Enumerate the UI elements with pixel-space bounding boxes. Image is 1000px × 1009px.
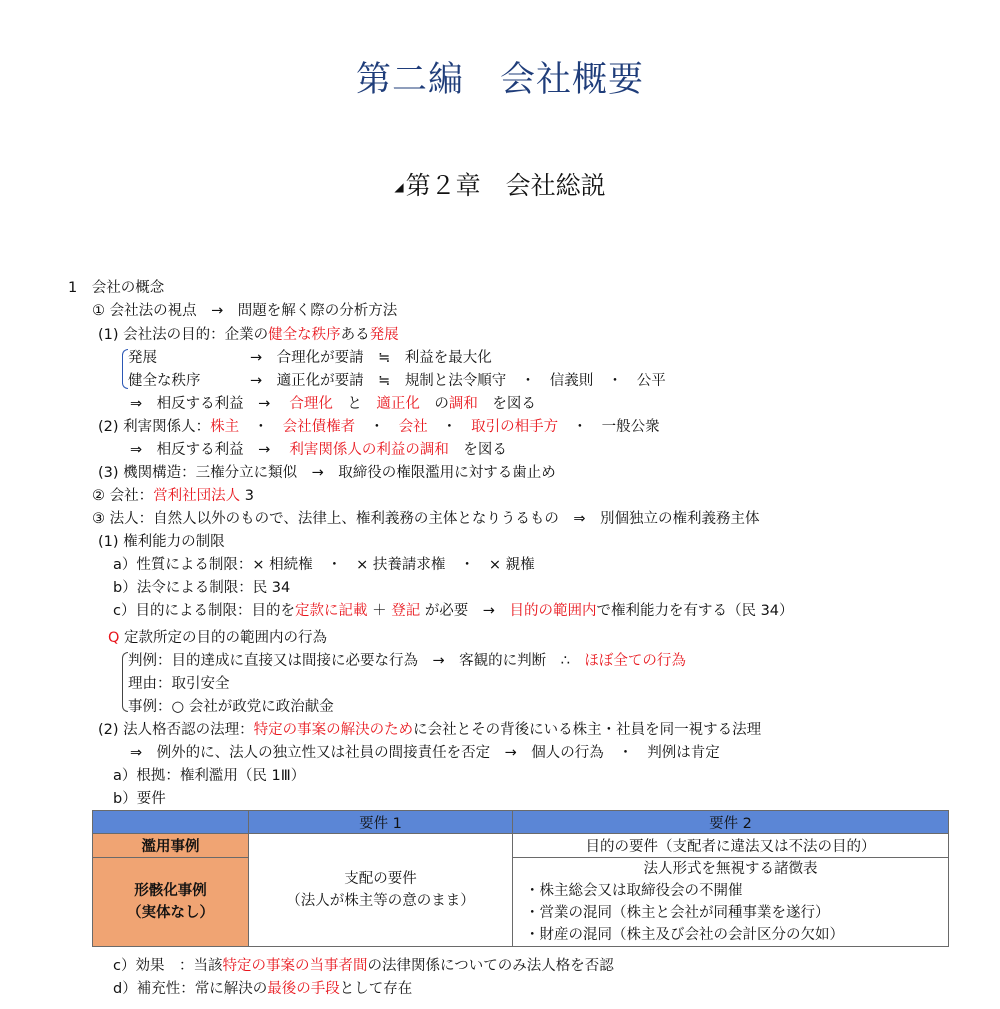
- line: ② 会社：営利社団法人 3: [92, 488, 254, 504]
- line: 事例：○ 会社が政党に政治献金: [128, 699, 334, 715]
- line: ③ 法人：自然人以外のもので、法律上、権利義務の主体となりうるもの ⇒ 別個独立の権利義務主体: [92, 511, 760, 527]
- line: c）目的による制限：目的を定款に記載 ＋ 登記 が必要 → 目的の範囲内で権利能力を有する（民 34）: [113, 603, 794, 619]
- line: (3) 機関構造：三権分立に類似 → 取締役の権限濫用に対する歯止め: [98, 465, 556, 481]
- chapter-title: 第２章 会社総説: [405, 171, 606, 200]
- line: a）根拠：権利濫用（民 1Ⅲ）: [113, 768, 306, 784]
- line: ⇒ 相反する利益 → 利害関係人の利益の調和 を図る: [130, 442, 507, 458]
- line: ⇒ 相反する利益 → 合理化 と 適正化 の調和 を図る: [130, 396, 536, 412]
- page-title: 第二編 会社概要: [355, 60, 644, 100]
- line: 理由：取引安全: [128, 676, 230, 692]
- line: ⇒ 例外的に、法人の独立性又は社員の間接責任を否定 → 個人の行為 ・ 判例は肯定: [130, 745, 720, 761]
- line: → 合理化が要請 ≒ 利益を最大化: [250, 350, 492, 366]
- line: a）性質による制限：× 相続権 ・ × 扶養請求権 ・ × 親権: [113, 557, 535, 573]
- line: 発展: [128, 350, 157, 366]
- table-header: 要件 1: [249, 811, 513, 834]
- line: c）効果 ：当該特定の事案の当事者間の法律関係についてのみ法人格を否認: [113, 958, 614, 974]
- line: 健全な秩序: [128, 373, 201, 389]
- row-label: 濫用事例: [93, 834, 249, 858]
- line: (1) 権利能力の制限: [98, 534, 225, 550]
- section-heading: 1 会社の概念: [68, 280, 165, 296]
- row-label: 形骸化事例 （実体なし）: [93, 858, 249, 947]
- list-item: ・株主総会又は取締役会の不開催: [525, 883, 743, 899]
- requirement-2-cell: 目的の要件（支配者に違法又は不法の目的）: [513, 834, 949, 858]
- requirement-2-cell: 法人形式を無視する諸徴表 ・株主総会又は取締役会の不開催 ・営業の混同（株主と会社が同種事業を遂行） ・財産の混同（株主及び会社の会計区分の欠如）: [513, 858, 949, 947]
- line: d）補充性：常に解決の最後の手段として存在: [113, 981, 413, 997]
- table-header: 要件 2: [513, 811, 949, 834]
- line: (2) 法人格否認の法理：特定の事案の解決のために会社とその背後にいる株主・社員を同一視する法理: [98, 722, 762, 738]
- line: 判例：目的達成に直接又は間接に必要な行為 → 客観的に判断 ∴ ほぼ全ての行為: [128, 653, 686, 669]
- list-item: ・財産の混同（株主及び会社の会計区分の欠如）: [525, 927, 844, 943]
- line: → 適正化が要請 ≒ 規制と法令順守 ・ 信義則 ・ 公平: [250, 373, 666, 389]
- line: ① 会社法の視点 → 問題を解く際の分析方法: [92, 303, 398, 319]
- line: (1) 会社法の目的：企業の健全な秩序ある発展: [98, 327, 399, 343]
- line: b）法令による制限：民 34: [113, 580, 291, 596]
- table-header: [93, 811, 249, 834]
- line: b）要件: [113, 791, 166, 807]
- list-item: ・営業の混同（株主と会社が同種事業を遂行）: [525, 905, 830, 921]
- chapter-heading: [0, 166, 1000, 202]
- requirements-table: [92, 810, 949, 947]
- triangle-icon: ◢: [394, 180, 404, 194]
- line: (2) 利害関係人：株主 ・ 会社債権者 ・ 会社 ・ 取引の相手方 ・ 一般公衆: [98, 419, 660, 435]
- requirement-1-cell: 支配の要件 （法人が株主等の意のまま）: [249, 834, 513, 947]
- line: Q 定款所定の目的の範囲内の行為: [108, 630, 328, 646]
